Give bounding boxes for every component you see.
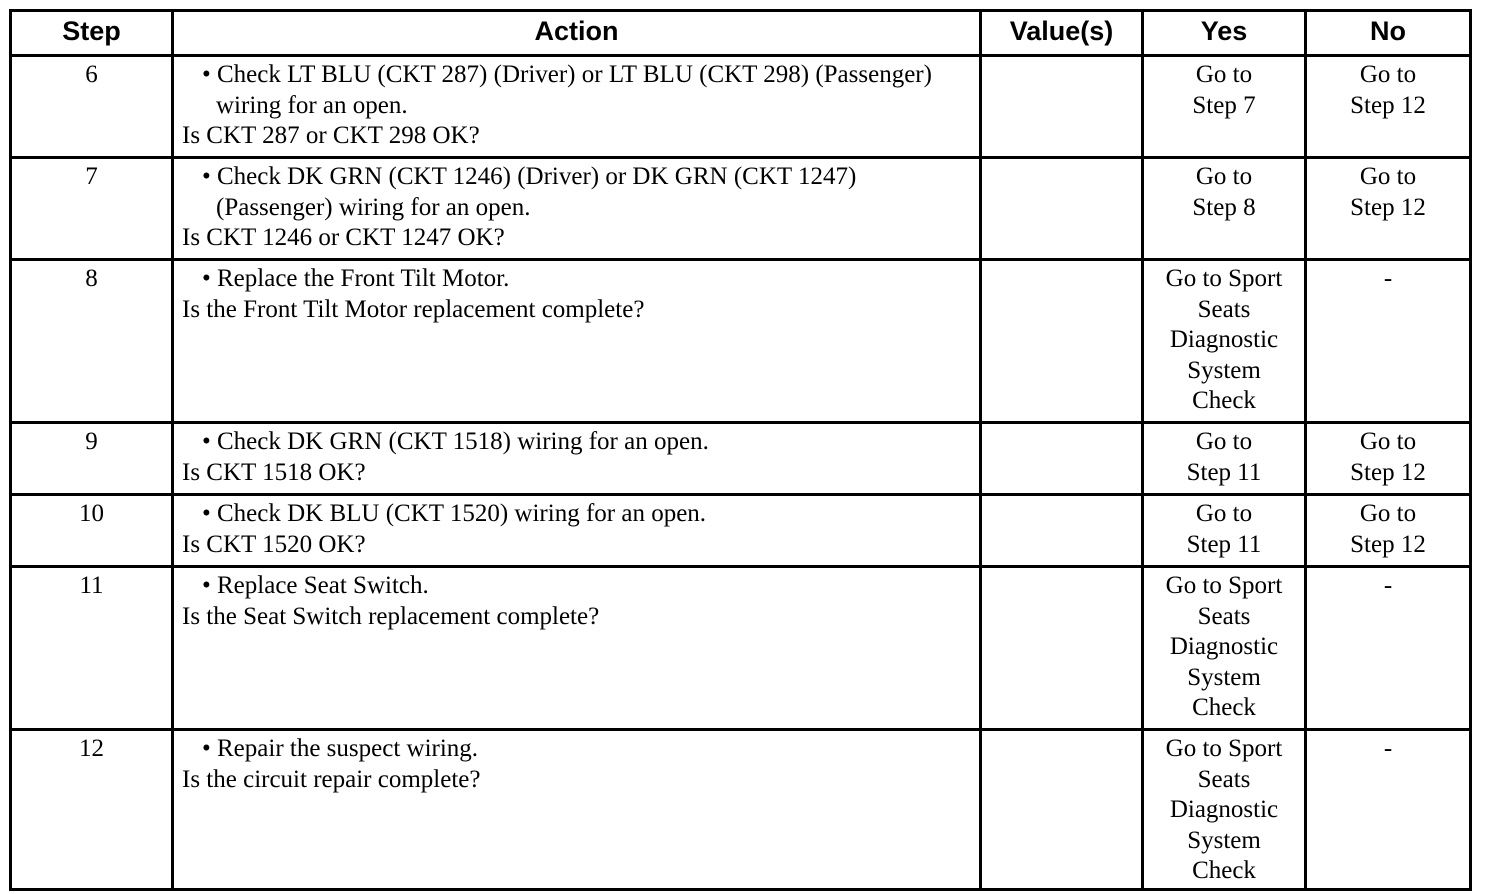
action-question: Is the Seat Switch replacement complete? xyxy=(182,602,600,630)
values-cell xyxy=(981,260,1143,423)
table-row xyxy=(11,495,1471,567)
action-instruction: • Replace the Front Tilt Motor. xyxy=(202,265,510,292)
header-action: Action xyxy=(173,11,981,56)
no-cell: Go to Step 12 xyxy=(1306,158,1471,260)
header-step: Step xyxy=(11,11,173,56)
action-question: Is CKT 287 or CKT 298 OK? xyxy=(182,122,480,149)
step-number: 12 xyxy=(11,730,173,890)
step-number: 10 xyxy=(11,495,173,567)
values-cell xyxy=(981,730,1143,890)
action-instruction: • Repair the suspect wiring. xyxy=(202,735,479,762)
table-row xyxy=(11,567,1471,730)
values-cell xyxy=(981,495,1143,567)
action-question: Is CKT 1520 OK? xyxy=(182,530,366,558)
diagnostic-table xyxy=(9,9,1472,891)
values-cell xyxy=(981,158,1143,260)
no-cell: Go to Step 12 xyxy=(1306,423,1471,495)
action-question: Is CKT 1246 or CKT 1247 OK? xyxy=(182,224,505,251)
action-cell xyxy=(173,56,981,158)
yes-cell: Go to Sport Seats Diagnostic System Check xyxy=(1143,730,1306,890)
values-cell xyxy=(981,567,1143,730)
action-instruction: • Replace Seat Switch. xyxy=(202,572,429,599)
step-number: 8 xyxy=(11,260,173,423)
action-question: Is CKT 1518 OK? xyxy=(182,458,366,486)
yes-cell: Go to Step 8 xyxy=(1143,158,1306,260)
yes-cell: Go to Step 11 xyxy=(1143,495,1306,567)
action-instruction: • Check DK GRN (CKT 1518) wiring for an open. xyxy=(202,428,709,455)
action-cell xyxy=(173,567,981,730)
action-instruction: • Check DK GRN (CKT 1246) (Driver) or DK GRN (CKT 1247) (Passenger) wiring for an open. xyxy=(202,163,863,221)
step-number: 11 xyxy=(11,567,173,730)
action-question: Is the circuit repair complete? xyxy=(182,765,481,793)
action-instruction: • Check LT BLU (CKT 287) (Driver) or LT BLU (CKT 298) (Passenger) wiring for an open. xyxy=(202,61,939,119)
yes-cell: Go to Step 7 xyxy=(1143,56,1306,158)
action-cell xyxy=(173,423,981,495)
step-number: 7 xyxy=(11,158,173,260)
no-cell: - xyxy=(1306,260,1471,423)
header-yes: Yes xyxy=(1143,11,1306,56)
yes-cell: Go to Step 11 xyxy=(1143,423,1306,495)
action-instruction: • Check DK BLU (CKT 1520) wiring for an open. xyxy=(202,500,707,527)
no-cell: - xyxy=(1306,567,1471,730)
no-cell: - xyxy=(1306,730,1471,890)
table-row xyxy=(11,56,1471,158)
header-no: No xyxy=(1306,11,1471,56)
table-row xyxy=(11,158,1471,260)
yes-cell: Go to Sport Seats Diagnostic System Check xyxy=(1143,260,1306,423)
no-cell: Go to Step 12 xyxy=(1306,495,1471,567)
step-number: 6 xyxy=(11,56,173,158)
yes-cell: Go to Sport Seats Diagnostic System Check xyxy=(1143,567,1306,730)
step-number: 9 xyxy=(11,423,173,495)
values-cell xyxy=(981,56,1143,158)
action-cell xyxy=(173,495,981,567)
table-row xyxy=(11,730,1471,890)
values-cell xyxy=(981,423,1143,495)
table-row xyxy=(11,260,1471,423)
action-cell xyxy=(173,260,981,423)
header-row xyxy=(11,11,1471,56)
table-row xyxy=(11,423,1471,495)
action-cell xyxy=(173,158,981,260)
action-question: Is the Front Tilt Motor replacement complete? xyxy=(182,295,645,323)
header-values: Value(s) xyxy=(981,11,1143,56)
action-cell xyxy=(173,730,981,890)
no-cell: Go to Step 12 xyxy=(1306,56,1471,158)
